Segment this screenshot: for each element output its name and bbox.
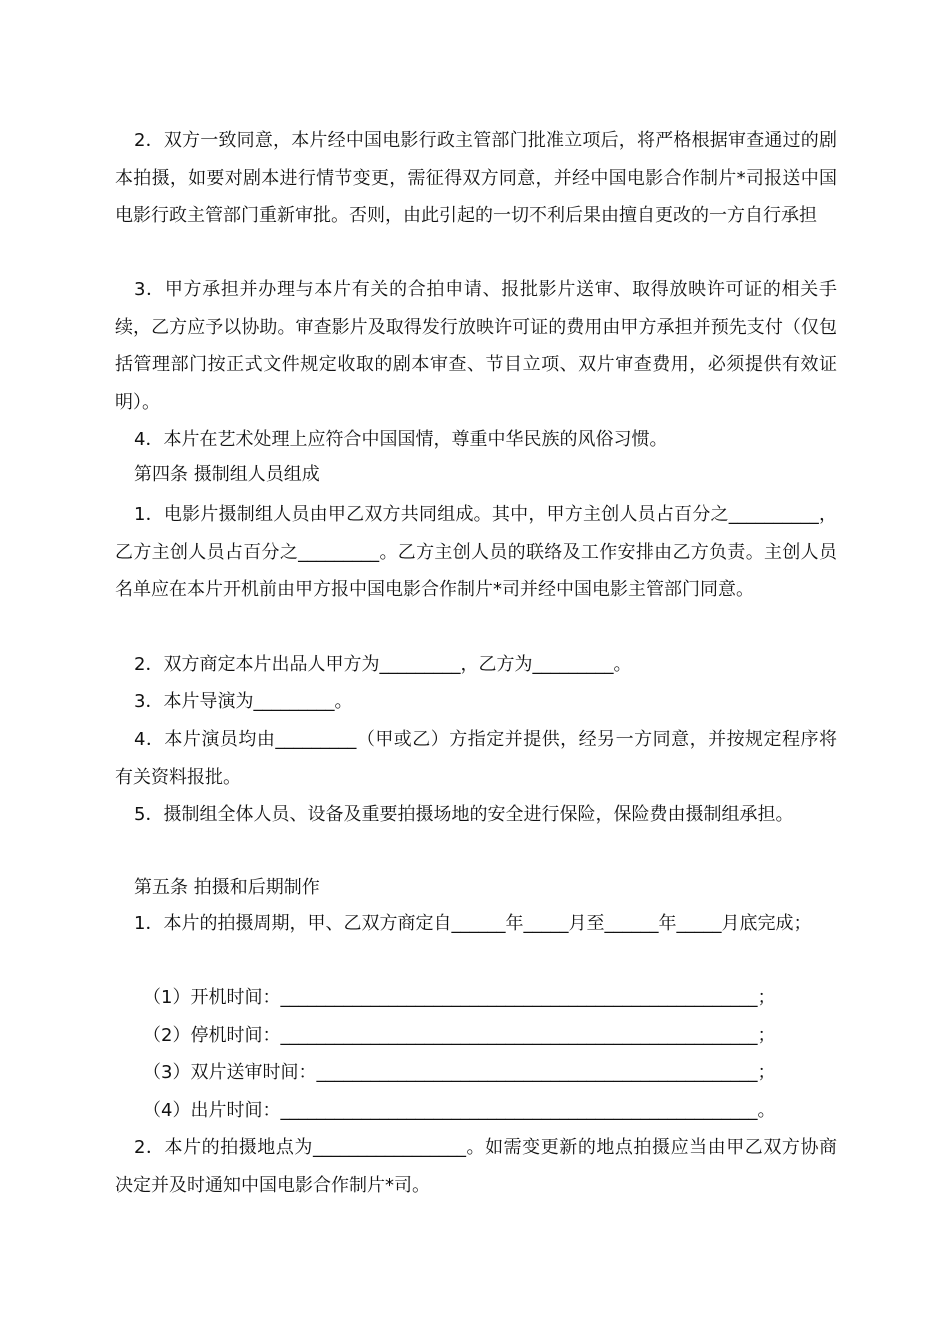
schedule-item-start: （1）开机时间：_____________________________________________________； — [143, 987, 776, 1008]
clause-3-2-paragraph: 2．双方一致同意，本片经中国电影行政主管部门批准立项后，将严格根据审查通过的剧本拍摄，如要对剧本进行情节变更，需征得双方同意，并经中国电影合作制片*司报送中国电影行政主管部门重新审批。否则，由此引起的一切不利后果由擅自更改的一方自行承担 — [115, 130, 837, 227]
article-5-clause-2: 2．本片的拍摄地点为_________________。如需变更新的地点拍摄应当由甲乙双方协商决定并及时通知中国电影合作制片*司。 — [115, 1137, 837, 1196]
article-4-title: 第四条 摄制组人员组成 — [134, 464, 320, 485]
schedule-item-release: （4）出片时间：_____________________________________________________。 — [143, 1100, 776, 1121]
schedule-item-review: （3）双片送审时间：_________________________________________________； — [143, 1062, 776, 1083]
article-4-clause-5: 5．摄制组全体人员、设备及重要拍摄场地的安全进行保险，保险费由摄制组承担。 — [134, 804, 794, 825]
article-5-title: 第五条 拍摄和后期制作 — [134, 877, 320, 898]
article-5-clause-1: 1．本片的拍摄周期，甲、乙双方商定自______年_____月至______年_____月底完成； — [134, 913, 812, 934]
clause-3-4-paragraph: 4．本片在艺术处理上应符合中国国情，尊重中华民族的风俗习惯。 — [134, 429, 668, 450]
article-4-clause-1: 1．电影片摄制组人员由甲乙双方共同组成。其中，甲方主创人员占百分之__________，乙方主创人员占百分之_________。乙方主创人员的联络及工作安排由乙方负责。主创人员名单应在本片开机前由甲方报中国电影合作制片*司并经中国电影主管部门同意。 — [115, 504, 837, 601]
clause-3-3-paragraph: 3．甲方承担并办理与本片有关的合拍申请、报批影片送审、取得放映许可证的相关手续，乙方应予以协助。审查影片及取得发行放映许可证的费用由甲方承担并预先支付（仅包括管理部门按正式文件规定收取的剧本审查、节目立项、双片审查费用，必须提供有效证明）。 — [115, 279, 837, 413]
schedule-item-stop: （2）停机时间：_____________________________________________________； — [143, 1025, 776, 1046]
article-4-clause-2: 2．双方商定本片出品人甲方为_________，乙方为_________。 — [134, 654, 632, 675]
article-4-clause-4: 4．本片演员均由_________（甲或乙）方指定并提供，经另一方同意，并按规定程序将有关资料报批。 — [115, 729, 837, 788]
article-4-clause-3: 3．本片导演为_________。 — [134, 691, 353, 712]
